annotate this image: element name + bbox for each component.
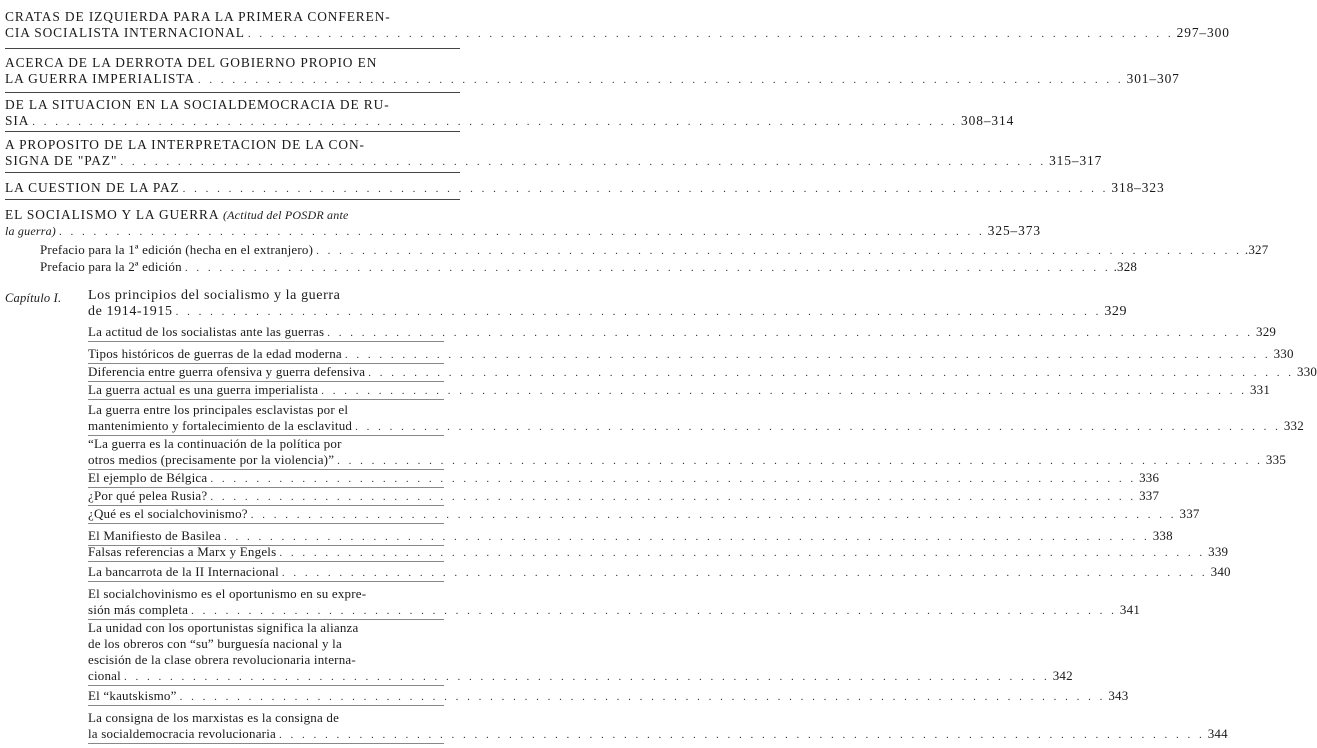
section-entry — [88, 688, 1129, 705]
dot-leader — [355, 419, 1281, 435]
dot-leader — [210, 489, 1136, 505]
toc-entry — [5, 180, 1165, 197]
preface-text: Prefacio para la 1ª edición (hecha en el extranjero) — [40, 242, 314, 257]
section-entry-text: ¿Qué es el socialchovinismo? — [88, 506, 248, 521]
toc-page-number: 342 — [1052, 668, 1073, 683]
section-entry-text: otros medios (precisamente por la violencia)” — [88, 452, 335, 467]
toc-page-number: 338 — [1152, 528, 1173, 543]
divider — [88, 341, 444, 342]
divider — [88, 743, 444, 744]
dot-leader — [248, 26, 1174, 42]
toc-page-number: 344 — [1207, 726, 1228, 741]
toc-page-number: 336 — [1139, 470, 1160, 485]
toc-entry-line: A PROPOSITO DE LA INTERPRETACION DE LA CON- — [5, 137, 365, 152]
section-entry-line: El socialchovinismo es el oportunismo en su expre- — [88, 586, 367, 601]
divider — [88, 581, 444, 582]
section-entry — [88, 710, 1228, 743]
section-entry-line: La consigna de los marxistas es la consigna de — [88, 710, 340, 725]
toc-page-number: 297–300 — [1176, 25, 1230, 40]
toc-entry — [5, 137, 1103, 170]
section-entry-line: La guerra entre los principales esclavistas por el — [88, 402, 349, 417]
section-entry-text: La bancarrota de la II Internacional — [88, 564, 279, 579]
divider — [88, 705, 444, 706]
toc-page-number: 337 — [1139, 488, 1160, 503]
section-entry — [88, 544, 1229, 561]
section-entry-text: mantenimiento y fortalecimiento de la esclavitud — [88, 418, 353, 433]
toc-entry-line: CRATAS DE IZQUIERDA PARA LA PRIMERA CONFEREN- — [5, 9, 391, 24]
section-entry-text: Falsas referencias a Marx y Engels — [88, 544, 277, 559]
dot-leader — [282, 565, 1208, 581]
dot-leader — [183, 181, 1109, 197]
toc-entry — [5, 9, 1230, 42]
chapter-label: Capítulo I. — [5, 291, 62, 305]
dot-leader — [316, 243, 1242, 259]
toc-entry-text: EL SOCIALISMO Y LA GUERRA — [5, 207, 219, 222]
dot-leader — [198, 72, 1124, 88]
dot-leader — [176, 304, 1102, 320]
section-entry-line: “La guerra es la continuación de la política por — [88, 436, 342, 451]
section-entry-text: cional — [88, 668, 121, 683]
section-entry — [88, 528, 1173, 545]
dot-leader — [224, 529, 1150, 545]
section-entry — [88, 346, 1294, 363]
dot-leader — [327, 325, 1253, 341]
toc-page-number: 335 — [1265, 452, 1287, 467]
toc-page-number: 330 — [1297, 364, 1317, 379]
section-entry — [88, 402, 1304, 435]
toc-page-number: 331 — [1249, 382, 1271, 397]
divider — [5, 199, 460, 200]
section-entry — [88, 364, 1317, 381]
section-entry — [88, 488, 1160, 505]
section-entry — [88, 382, 1271, 399]
section-entry-line: escisión de la clase obrera revolucionaria interna- — [88, 652, 356, 667]
toc-entry-text: SIGNA DE "PAZ" — [5, 153, 118, 168]
toc-page-number: .328 — [1113, 259, 1138, 274]
divider — [88, 523, 444, 524]
toc-entry-text: LA CUESTION DE LA PAZ — [5, 180, 180, 195]
dot-leader — [120, 154, 1046, 170]
section-entry-text: Tipos históricos de guerras de la edad moderna — [88, 346, 342, 361]
toc-entry-text: LA GUERRA IMPERIALISTA — [5, 71, 195, 86]
section-entry-text: La guerra actual es una guerra imperialista — [88, 382, 319, 397]
preface-text: Prefacio para la 2ª edición — [40, 259, 182, 274]
section-entry — [88, 586, 1141, 619]
section-entry-text: El ejemplo de Bélgica — [88, 470, 208, 485]
section-entry-text: El Manifiesto de Basilea — [88, 528, 221, 543]
toc-page-number: 330 — [1273, 346, 1294, 361]
dot-leader — [251, 507, 1177, 523]
dot-leader — [32, 114, 958, 130]
toc-entry-line: DE LA SITUACION EN LA SOCIALDEMOCRACIA DE RU- — [5, 97, 390, 112]
toc-page-number: 325–373 — [987, 223, 1041, 238]
section-entry-text: La actitud de los socialistas ante las guerras — [88, 324, 325, 339]
chapter-title: de 1914-1915 — [88, 304, 173, 319]
divider — [5, 131, 460, 132]
section-entry — [88, 324, 1277, 341]
divider — [5, 172, 460, 173]
toc-entry-note: la guerra) — [5, 224, 56, 238]
divider — [88, 399, 444, 400]
dot-leader — [279, 727, 1205, 743]
dot-leader — [337, 453, 1263, 469]
dot-leader — [345, 347, 1271, 363]
toc-page-number: 340 — [1210, 564, 1231, 579]
toc-page-number: 339 — [1208, 544, 1229, 559]
divider — [5, 48, 460, 49]
toc-entry-text: CIA SOCIALISTA INTERNACIONAL — [5, 25, 245, 40]
dot-leader — [210, 471, 1136, 487]
toc-page-number: 343 — [1108, 688, 1129, 703]
section-entry — [88, 436, 1287, 469]
dot-leader — [180, 689, 1106, 705]
toc-page-number: 318–323 — [1111, 180, 1165, 195]
section-entry-text: la socialdemocracia revolucionaria — [88, 726, 276, 741]
dot-leader — [124, 669, 1050, 685]
section-entry — [88, 470, 1160, 487]
divider — [88, 561, 444, 562]
section-entry — [88, 506, 1200, 523]
toc-page-number: 308–314 — [961, 113, 1015, 128]
toc-entry — [5, 97, 1015, 130]
toc-page-number: 332 — [1283, 418, 1304, 433]
section-entry-text: Diferencia entre guerra ofensiva y guerra defensiva — [88, 364, 366, 379]
toc-page-number: 315–317 — [1049, 153, 1103, 168]
preface-entry — [40, 259, 1138, 276]
dot-leader — [368, 365, 1294, 381]
toc-page-number: 341 — [1119, 602, 1141, 617]
section-entry-text: ¿Por qué pelea Rusia? — [88, 488, 208, 503]
dot-leader — [321, 383, 1247, 399]
divider — [88, 685, 444, 686]
section-entry-text: sión más completa — [88, 602, 189, 617]
toc-page-number: 329 — [1104, 304, 1128, 319]
toc-page-number: 301–307 — [1126, 71, 1180, 86]
toc-entry-text: SIA — [5, 113, 30, 128]
section-entry-line: de los obreros con “su” burguesía nacional y la — [88, 636, 342, 651]
toc-entry — [5, 207, 1041, 240]
section-entry-line: La unidad con los oportunistas significa la alianza — [88, 620, 359, 635]
toc-page-number: 337 — [1179, 506, 1200, 521]
chapter-title: Los principios del socialismo y la guerra — [88, 288, 341, 303]
preface-entry — [40, 242, 1269, 259]
divider — [5, 92, 460, 93]
section-entry-text: El “kautskismo” — [88, 688, 177, 703]
chapter-heading — [88, 288, 1128, 320]
dot-leader — [191, 603, 1117, 619]
toc-entry — [5, 55, 1180, 88]
section-entry — [88, 564, 1231, 581]
dot-leader — [185, 260, 1111, 276]
section-entry — [88, 620, 1073, 685]
dot-leader — [279, 545, 1205, 561]
toc-page-number: .327 — [1244, 242, 1269, 257]
dot-leader — [59, 224, 985, 240]
toc-entry-note: (Actitud del POSDR ante — [222, 208, 349, 222]
toc-page-number: 329 — [1256, 324, 1277, 339]
toc-entry-line: ACERCA DE LA DERROTA DEL GOBIERNO PROPIO EN — [5, 55, 378, 70]
